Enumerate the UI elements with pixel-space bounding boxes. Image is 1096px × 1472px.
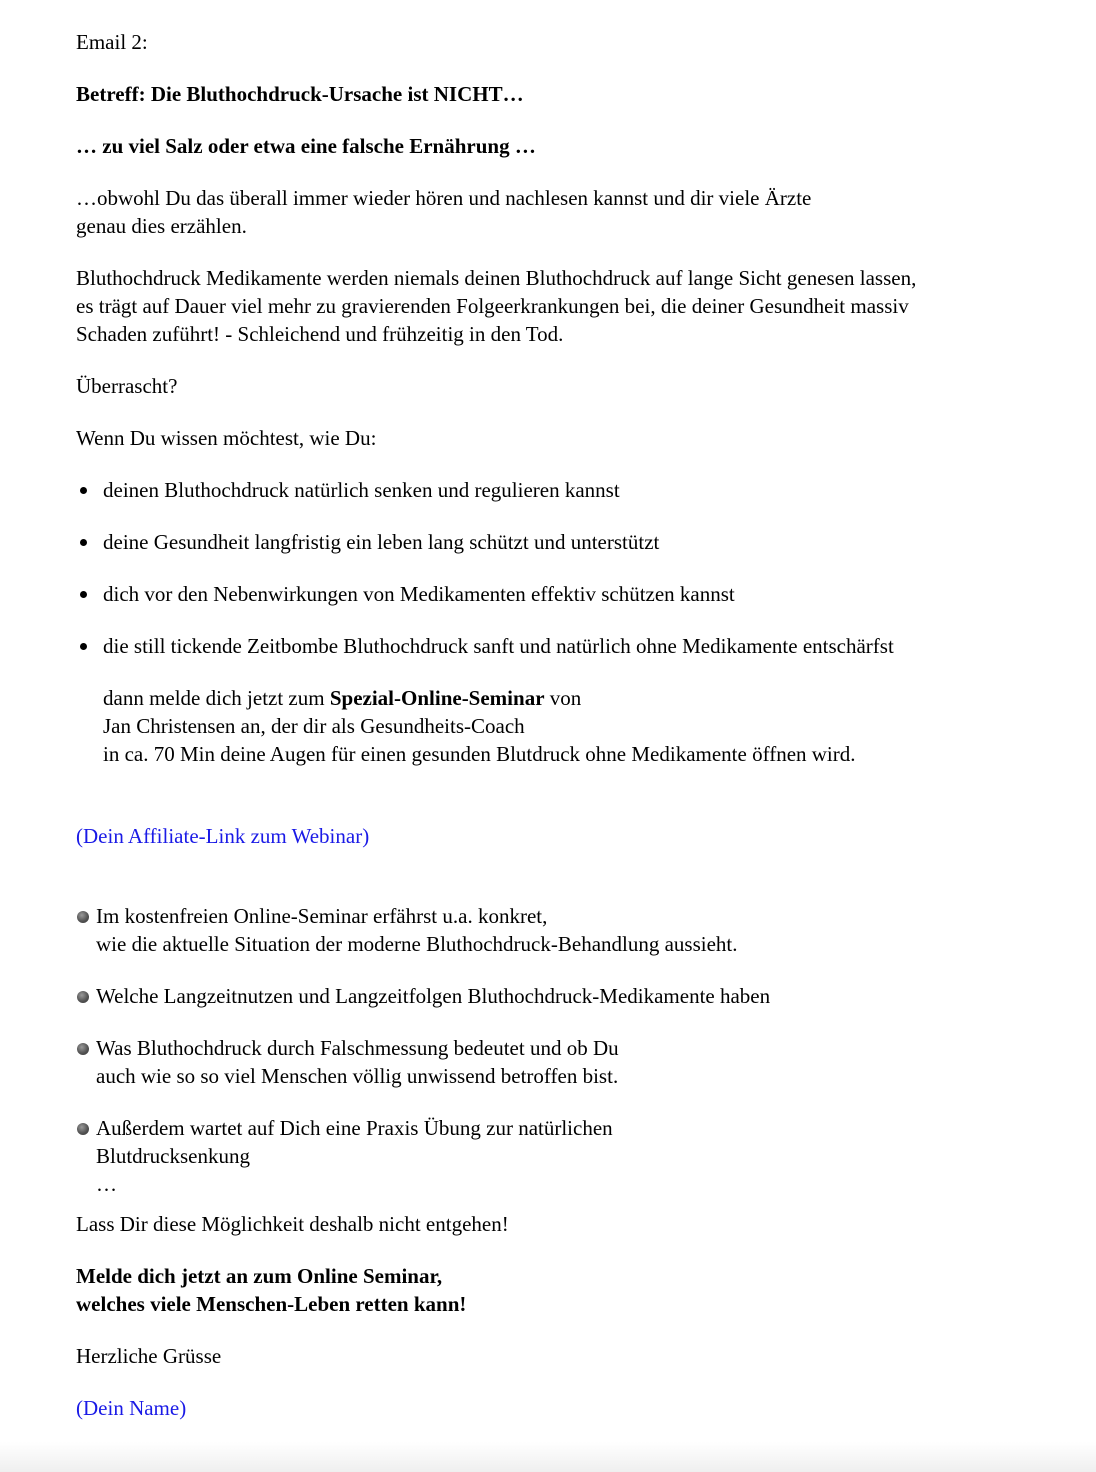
grey-bullet-icon xyxy=(77,991,89,1003)
intro-line: genau dies erzählen. xyxy=(76,214,247,238)
final-cta xyxy=(76,1262,1066,1318)
bullet-icon xyxy=(80,591,87,598)
list-item xyxy=(76,476,1066,504)
list-item-text: Außerdem wartet auf Dich eine Praxis Übung zur natürlichen xyxy=(96,1116,613,1140)
list-item xyxy=(76,982,1066,1010)
list-item xyxy=(76,1034,1066,1090)
list-item xyxy=(76,902,1066,958)
list-item-text: wie die aktuelle Situation der moderne Bluthochdruck-Behandlung aussieht. xyxy=(96,932,738,956)
list-item-text: die still tickende Zeitbombe Bluthochdruck sanft und natürlich ohne Medikamente entschärfst xyxy=(103,634,894,658)
email-subject: Betreff: Die Bluthochdruck-Ursache ist NICHT… xyxy=(76,82,524,106)
cta-text: von xyxy=(544,686,582,710)
grey-bullet-icon xyxy=(77,1123,89,1135)
cta-text: dann melde dich jetzt zum xyxy=(103,686,330,710)
paragraph-line: Schaden zuführt! - Schleichend und frühzeitig in den Tod. xyxy=(76,322,564,346)
bottom-edge-shade xyxy=(0,1442,1096,1472)
list-item-text: deinen Bluthochdruck natürlich senken und regulieren kannst xyxy=(103,478,620,502)
benefits-list xyxy=(76,476,1066,660)
email-label: Email 2: xyxy=(76,30,148,54)
email-subheading: … zu viel Salz oder etwa eine falsche Ernährung … xyxy=(76,134,536,158)
list-item-text: Was Bluthochdruck durch Falschmessung bedeutet und ob Du xyxy=(96,1036,619,1060)
list-item-text: deine Gesundheit langfristig ein leben lang schützt und unterstützt xyxy=(103,530,660,554)
list-item-text: Blutdrucksenkung xyxy=(96,1144,250,1168)
bullet-icon xyxy=(80,643,87,650)
paragraph-line: es trägt auf Dauer viel mehr zu gravierenden Folgeerkrankungen bei, die deiner Gesundheit massiv xyxy=(76,294,909,318)
list-item-text: … xyxy=(96,1172,117,1196)
intro-line: …obwohl Du das überall immer wieder hören und nachlesen kannst und dir viele Ärzte xyxy=(76,186,812,210)
cta-text: in ca. 70 Min deine Augen für einen gesunden Blutdruck ohne Medikamente öffnen wird. xyxy=(103,742,856,766)
medication-paragraph xyxy=(76,264,1066,348)
seminar-cta xyxy=(76,684,1066,768)
list-intro: Wenn Du wissen möchtest, wie Du: xyxy=(76,426,377,450)
list-item xyxy=(76,1114,1066,1198)
seminar-points-list xyxy=(76,902,1066,1198)
paragraph-line: Bluthochdruck Medikamente werden niemals deinen Bluthochdruck auf lange Sicht genesen lassen, xyxy=(76,266,917,290)
list-item xyxy=(76,580,1066,608)
dont-miss-text: Lass Dir diese Möglichkeit deshalb nicht entgehen! xyxy=(76,1212,509,1236)
final-cta-line: Melde dich jetzt an zum Online Seminar, xyxy=(76,1264,443,1288)
list-item-text: Welche Langzeitnutzen und Langzeitfolgen Bluthochdruck-Medikamente haben xyxy=(96,984,771,1008)
seminar-name: Spezial-Online-Seminar xyxy=(329,686,545,710)
list-item-text: dich vor den Nebenwirkungen von Medikamenten effektiv schützen kannst xyxy=(103,582,735,606)
final-cta-line: welches viele Menschen-Leben retten kann! xyxy=(76,1292,467,1316)
bullet-icon xyxy=(80,487,87,494)
intro-paragraph xyxy=(76,184,1066,240)
cta-text: Jan Christensen an, der dir als Gesundheits-Coach xyxy=(103,714,525,738)
surprised-text: Überrascht? xyxy=(76,374,178,398)
greeting: Herzliche Grüsse xyxy=(76,1344,222,1368)
grey-bullet-icon xyxy=(77,1043,89,1055)
list-item-text: Im kostenfreien Online-Seminar erfährst u.a. konkret, xyxy=(96,904,548,928)
bullet-icon xyxy=(80,539,87,546)
list-item xyxy=(76,632,1066,660)
name-placeholder[interactable]: (Dein Name) xyxy=(76,1396,187,1420)
affiliate-link[interactable]: (Dein Affiliate-Link zum Webinar) xyxy=(76,824,370,848)
email-document xyxy=(76,28,1066,1446)
list-item xyxy=(76,528,1066,556)
list-item-text: auch wie so so viel Menschen völlig unwissend betroffen bist. xyxy=(96,1064,619,1088)
grey-bullet-icon xyxy=(77,911,89,923)
